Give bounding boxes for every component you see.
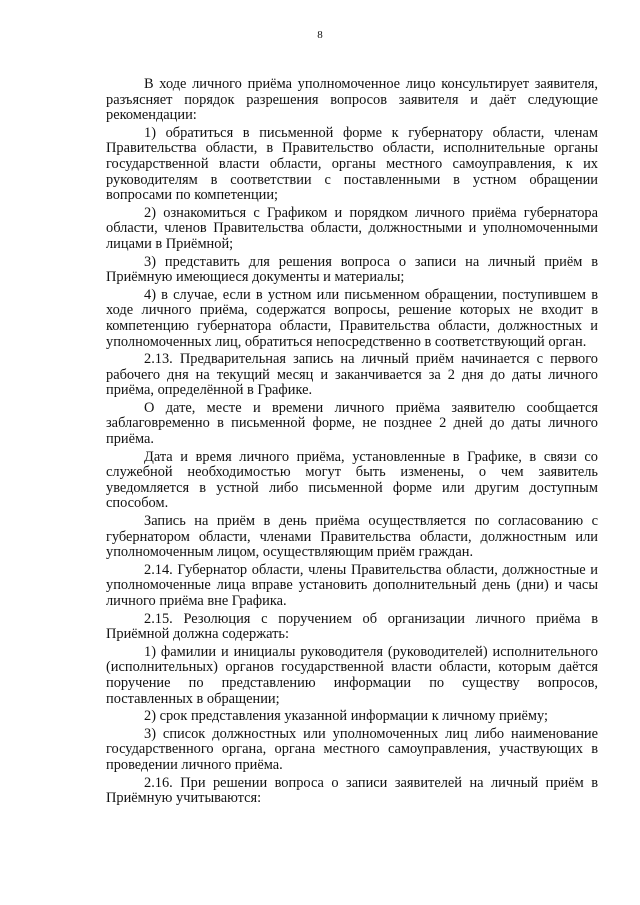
paragraph: 2.14. Губернатор области, члены Правительства области, должностные и уполномоченные лица вправе установить дополнительный день (дни) и часы личного приёма вне Графика.: [106, 561, 598, 609]
paragraph: 3) список должностных или уполномоченных лиц либо наименование государственного органа, органа местного самоуправления, участвующих в проведении личного приёма.: [106, 725, 598, 773]
paragraph: Запись на приём в день приёма осуществляется по согласованию с губернатором области, членами Правительства области, должностным или уполномоченным лицом, осуществляющим приём граждан.: [106, 513, 598, 561]
paragraph: 1) обратиться в письменной форме к губернатору области, членам Правительства области, в Правительство области, исполнительные органы государственной власти области, органы местного самоуправления, к их руководителям в соответствии с поставленными в устном обращении вопросами по компетенции;: [106, 124, 598, 204]
paragraph: 2.15. Резолюция с поручением об организации личного приёма в Приёмной должна содержать:: [106, 610, 598, 643]
paragraph: 3) представить для решения вопроса о записи на личный приём в Приёмную имеющиеся документы и материалы;: [106, 253, 598, 286]
paragraph: О дате, месте и времени личного приёма заявителю сообщается заблаговременно в письменной форме, не позднее 2 дней до даты личного приёма.: [106, 399, 598, 448]
paragraph: 2) ознакомиться с Графиком и порядком личного приёма губернатора области, членов Правительства области, должностными и уполномоченными лицами в Приёмной;: [106, 204, 598, 252]
paragraph: 2) срок представления указанной информации к личному приёму;: [144, 708, 549, 725]
page-number: 8: [317, 29, 323, 41]
paragraph: В ходе личного приёма уполномоченное лицо консультирует заявителя, разъясняет порядок разрешения вопросов заявителя и даёт следующие рекомендации:: [106, 76, 598, 124]
document-body: [106, 77, 598, 809]
paragraph: Дата и время личного приёма, установленные в Графике, в связи со служебной необходимостью могут быть изменены, о чем заявитель уведомляется в устной либо письменной форме или другим доступным способом.: [106, 448, 598, 512]
paragraph: 4) в случае, если в устном или письменном обращении, поступившем в ходе личного приёма, содержатся вопросы, решение которых не входит в компетенцию губернатора области, Правительства области, должностных и уполномоченных лиц, обратиться непосредственно в соответствующий орган.: [106, 286, 598, 350]
paragraph: 2.13. Предварительная запись на личный приём начинается с первого рабочего дня на текущий месяц и заканчивается за 2 дня до даты личного приёма, определённой в Графике.: [106, 351, 598, 399]
paragraph: 1) фамилии и инициалы руководителя (руководителей) исполнительного (исполнительных) органов государственной власти области, которым даётся поручение по представлению информации по существу вопросов, поставленных в обращении;: [106, 643, 598, 707]
paragraph: 2.16. При решении вопроса о записи заявителей на личный приём в Приёмную учитываются:: [106, 774, 598, 807]
